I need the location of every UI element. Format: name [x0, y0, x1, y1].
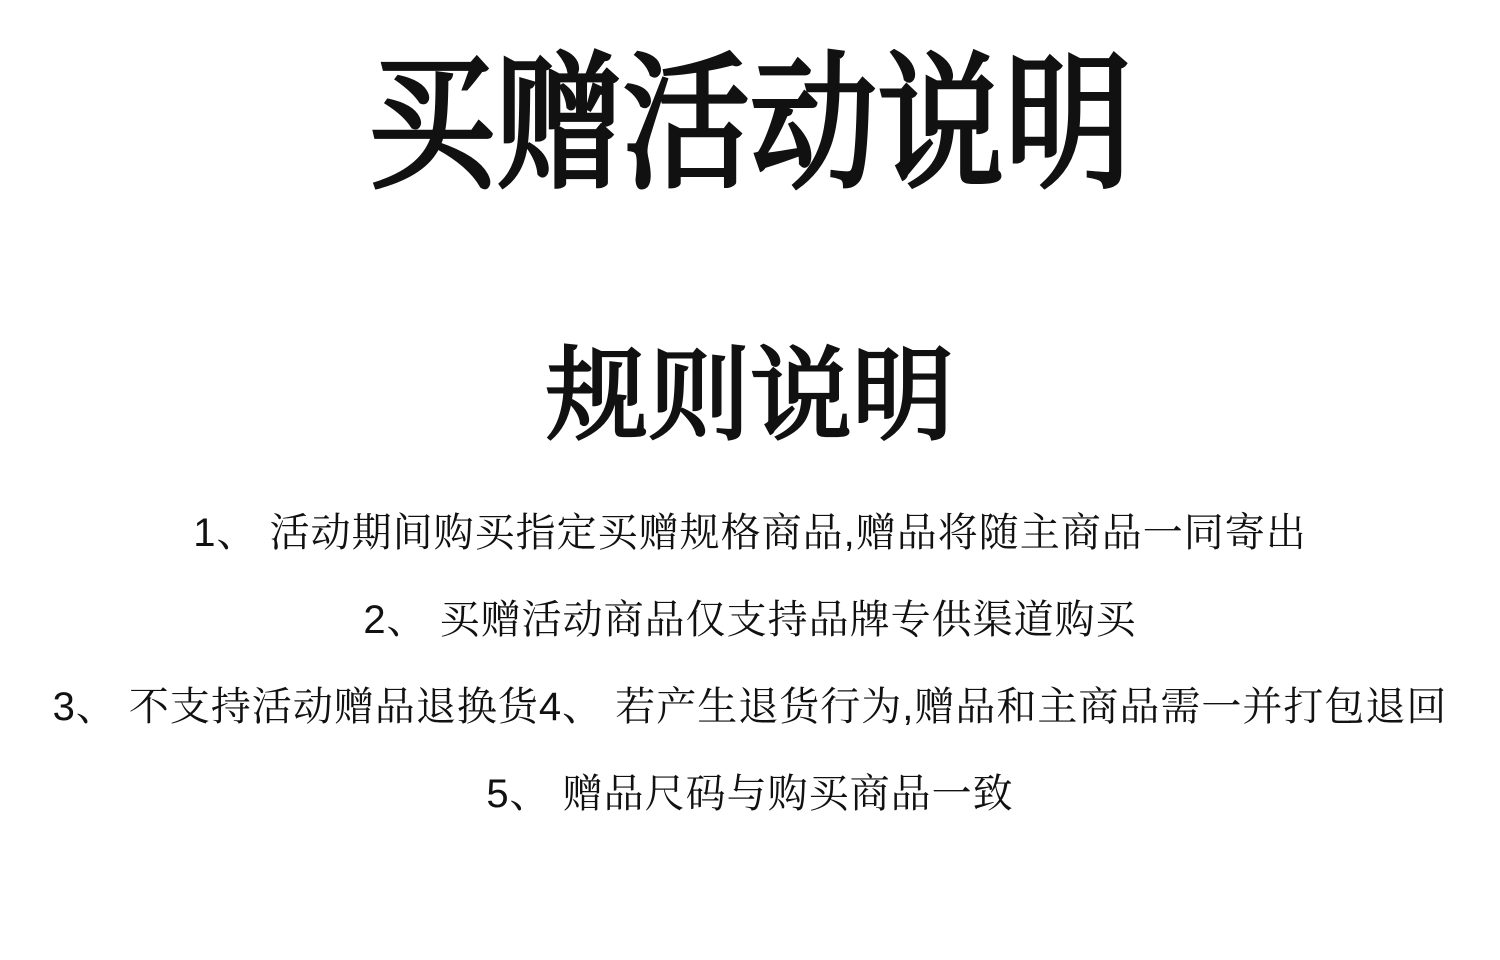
rules-section-heading: 规则说明 — [546, 339, 954, 454]
rule-item-3-4: 3、 不支持活动赠品退换货4、 若产生退货行为,赠品和主商品需一并打包退回 — [52, 685, 1448, 730]
rules-list — [53, 455, 1448, 820]
rule-item-5: 5、 赠品尺码与购买商品一致 — [486, 772, 1014, 817]
rule-item-1: 1、 活动期间购买指定买赠规格商品,赠品将随主商品一同寄出 — [193, 511, 1307, 556]
page-title: 买赠活动说明 — [368, 42, 1132, 207]
rule-item-2: 2、 买赠活动商品仅支持品牌专供渠道购买 — [363, 598, 1137, 643]
